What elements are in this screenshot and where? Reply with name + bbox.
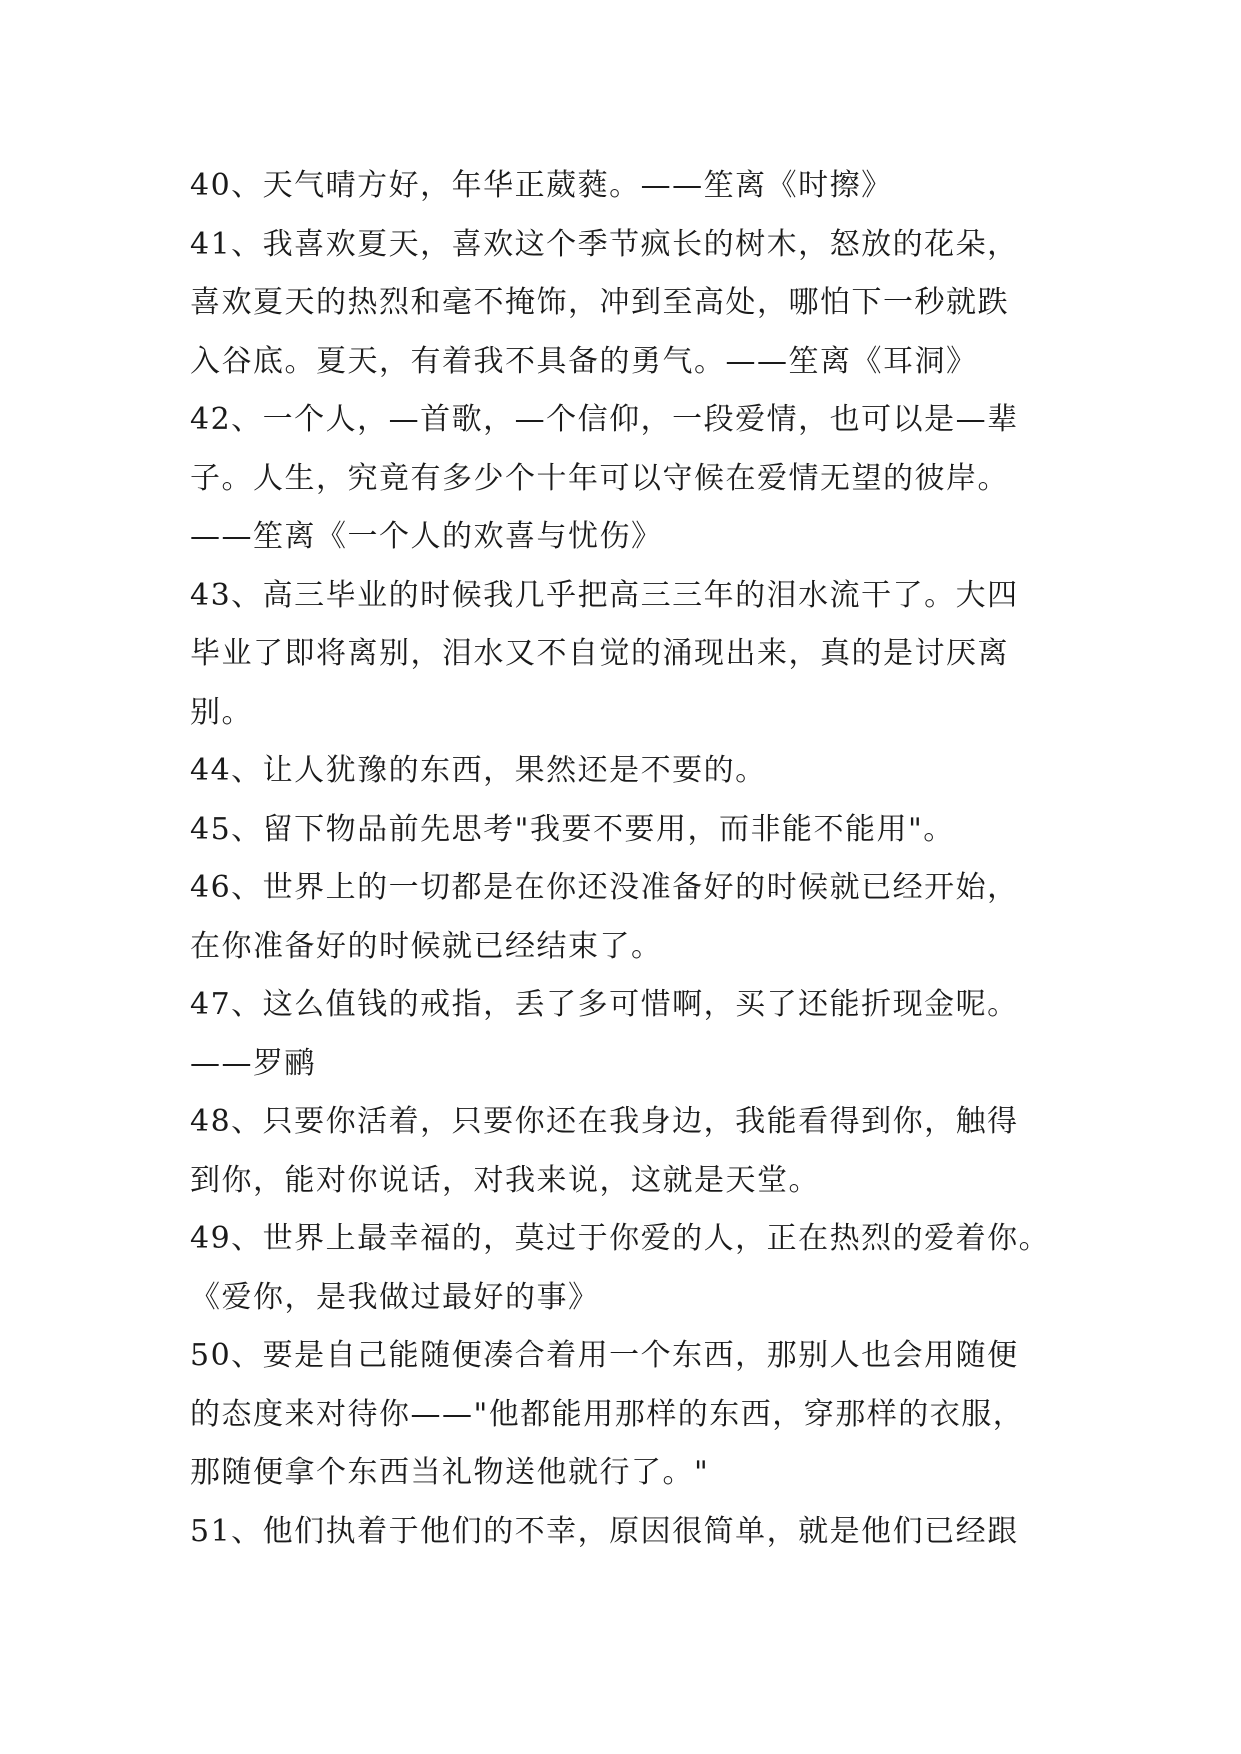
text-line: 毕业了即将离别，泪水又不自觉的涌现出来，真的是讨厌离 — [190, 636, 1009, 671]
text-line: 47、这么值钱的戒指，丢了多可惜啊，买了还能折现金呢。 — [190, 987, 1019, 1022]
text-line: 46、世界上的一切都是在你还没准备好的时候就已经开始， — [190, 870, 1019, 905]
text-line: 别。 — [190, 694, 253, 730]
text-line: 44、让人犹豫的东西，果然还是不要的。 — [190, 753, 767, 788]
text-line: 43、高三毕业的时候我几乎把高三三年的泪水流干了。大四 — [190, 577, 1019, 613]
text-line: 在你准备好的时候就已经结束了。 — [190, 928, 663, 964]
text-line: 49、世界上最幸福的，莫过于你爱的人，正在热烈的爱着你。 — [190, 1221, 1051, 1256]
text-line: 40、天气晴方好，年华正葳蕤。——笙离《时擦》 — [190, 168, 893, 203]
text-line: 50、要是自己能随便凑合着用一个东西，那别人也会用随便 — [190, 1338, 1019, 1373]
text-line: 喜欢夏天的热烈和毫不掩饰，冲到至高处，哪怕下一秒就跌 — [190, 285, 1009, 320]
text-line: 42、一个人，—首歌，—个信仰，一段爱情，也可以是—辈 — [190, 402, 1019, 437]
text-line: 的态度来对待你——"他都能用那样的东西，穿那样的衣服， — [190, 1396, 1025, 1432]
text-line: 《爱你，是我做过最好的事》 — [190, 1279, 600, 1315]
text-line: 51、他们执着于他们的不幸，原因很简单，就是他们已经跟 — [190, 1513, 1019, 1549]
text-line: 45、留下物品前先思考"我要不要用，而非能不能用"。 — [190, 811, 955, 847]
text-line: 41、我喜欢夏天，喜欢这个季节疯长的树木，怒放的花朵， — [190, 226, 1019, 262]
text-line: ——罗鹂 — [190, 1045, 316, 1081]
document-body — [190, 157, 1070, 1561]
text-line: 48、只要你活着，只要你还在我身边，我能看得到你，触得 — [190, 1104, 1019, 1139]
text-line: 到你，能对你说话，对我来说，这就是天堂。 — [190, 1162, 820, 1198]
text-line: 子。人生，究竟有多少个十年可以守候在爱情无望的彼岸。 — [190, 460, 1009, 496]
text-line: 那随便拿个东西当礼物送他就行了。" — [190, 1455, 710, 1490]
text-line: ——笙离《一个人的欢喜与忧伤》 — [190, 519, 663, 554]
text-line: 入谷底。夏天，有着我不具备的勇气。——笙离《耳洞》 — [190, 343, 978, 379]
